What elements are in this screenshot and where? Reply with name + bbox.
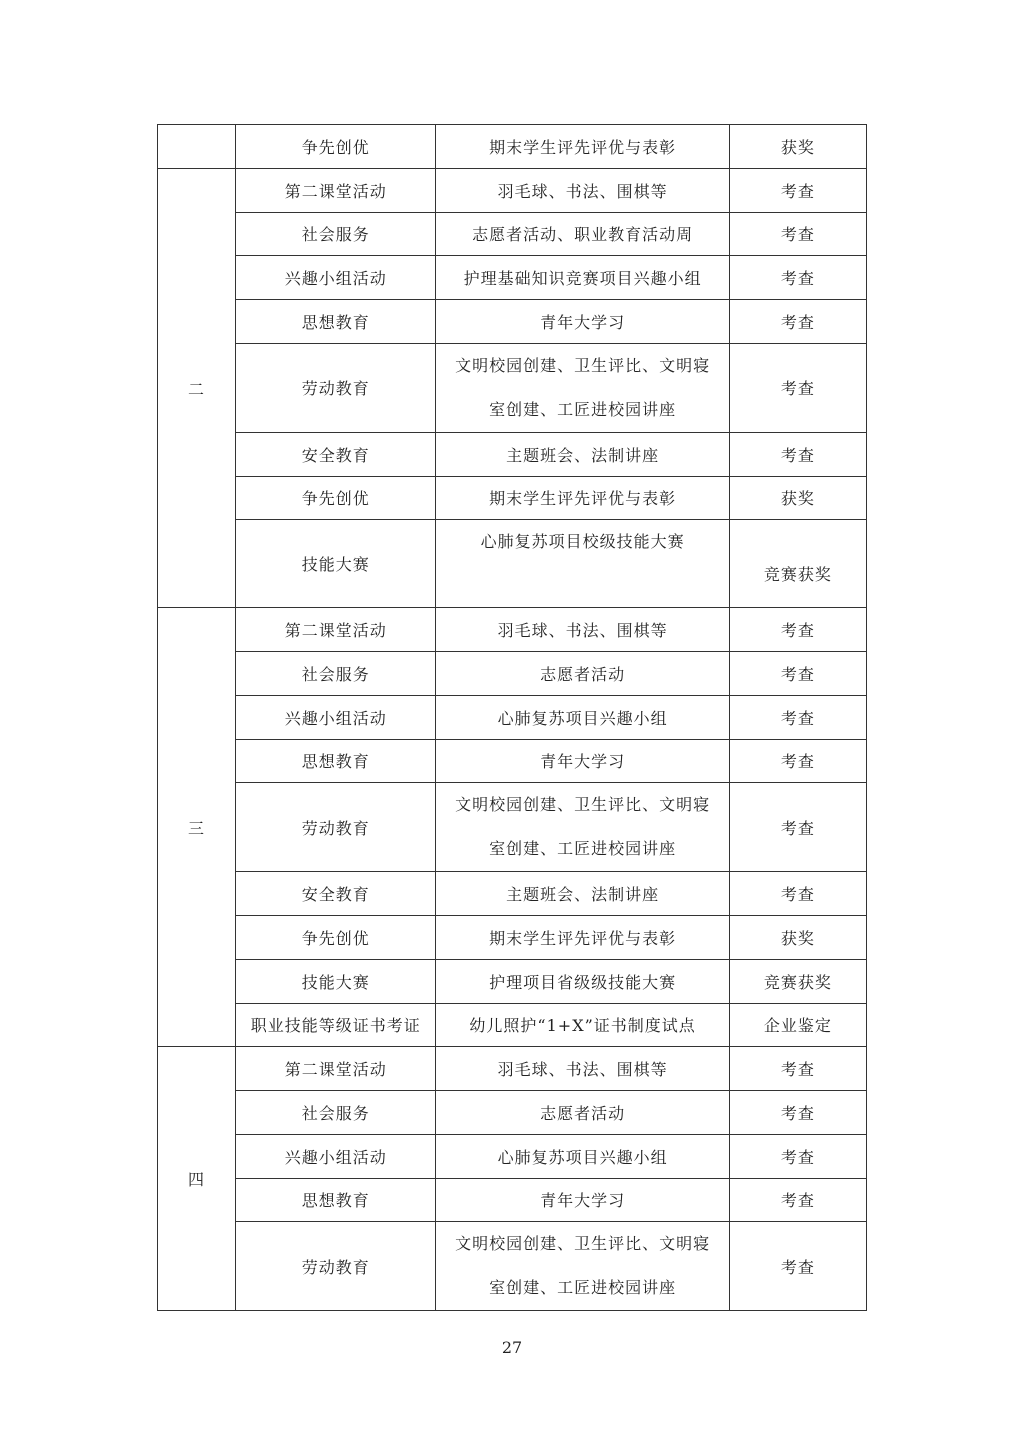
assessment-cell: 考查: [729, 1047, 866, 1091]
table-row: [158, 739, 867, 783]
content-line: 志愿者活动、职业教育活动周: [472, 225, 694, 245]
content-line: 志愿者活动: [540, 1103, 626, 1123]
content-cell: [436, 212, 729, 256]
table-row: [158, 476, 867, 520]
table-row: [158, 300, 867, 344]
content-cell: [436, 476, 729, 520]
content-line: 期末学生评先评优与表彰: [489, 137, 677, 157]
assessment-cell: 考查: [729, 256, 866, 300]
table-row: [158, 783, 867, 872]
table-row: [158, 916, 867, 960]
content-line: 青年大学习: [540, 312, 626, 332]
content-line: 护理基础知识竞赛项目兴趣小组: [463, 269, 702, 289]
table-row: [158, 520, 867, 608]
content-cell: [436, 916, 729, 960]
activity-cell: 社会服务: [236, 1091, 436, 1135]
content-line: 心肺复苏项目兴趣小组: [497, 708, 668, 728]
content-line: 青年大学习: [540, 752, 626, 772]
content-line: 幼儿照护“1+X”证书制度试点: [469, 1016, 696, 1036]
content-cell: [436, 125, 729, 169]
assessment-cell: 考查: [729, 343, 866, 432]
content-line: 羽毛球、书法、围棋等: [497, 181, 668, 201]
activity-table: [157, 124, 867, 1311]
content-cell: [436, 1003, 729, 1047]
content-line: 护理项目省级级技能大赛: [489, 972, 677, 992]
content-cell: [436, 739, 729, 783]
content-line: 文明校园创建、卫生评比、文明寝: [455, 1234, 711, 1254]
assessment-cell: 考查: [729, 212, 866, 256]
term-cell: 四: [158, 1047, 236, 1311]
assessment-cell: [729, 520, 866, 608]
activity-cell: 第二课堂活动: [236, 168, 436, 212]
content-cell: [436, 343, 729, 432]
table-row: [158, 652, 867, 696]
content-cell: [436, 432, 729, 476]
content-cell: [436, 1222, 729, 1311]
table-row: [158, 872, 867, 916]
activity-cell: 技能大赛: [236, 959, 436, 1003]
content-line: 心肺复苏项目兴趣小组: [497, 1147, 668, 1167]
content-cell: [436, 872, 729, 916]
page-number: 27: [501, 1338, 523, 1357]
content-cell: [436, 1178, 729, 1222]
assessment-cell: 考查: [729, 300, 866, 344]
content-line: 室创建、工匠进校园讲座: [489, 1278, 677, 1298]
activity-cell: 争先创优: [236, 476, 436, 520]
content-line: 期末学生评先评优与表彰: [489, 928, 677, 948]
content-line: 主题班会、法制讲座: [506, 885, 660, 905]
assessment-cell: 考查: [729, 432, 866, 476]
assessment-cell: 竞赛获奖: [729, 959, 866, 1003]
content-line: 心肺复苏项目校级技能大赛: [480, 532, 685, 552]
table-row: [158, 1134, 867, 1178]
assessment-cell: 考查: [729, 1178, 866, 1222]
activity-cell: 安全教育: [236, 872, 436, 916]
assessment-text: 竞赛获奖: [763, 565, 832, 585]
table-row: [158, 695, 867, 739]
table-row: [158, 343, 867, 432]
assessment-cell: 考查: [729, 783, 866, 872]
table-row: [158, 1047, 867, 1091]
content-cell: [436, 168, 729, 212]
content-cell: [436, 959, 729, 1003]
table-row: [158, 432, 867, 476]
activity-cell: 技能大赛: [236, 520, 436, 608]
activity-cell: 兴趣小组活动: [236, 256, 436, 300]
table-row: [158, 1003, 867, 1047]
assessment-cell: 考查: [729, 1091, 866, 1135]
table-row: [158, 608, 867, 652]
table-row: [158, 1222, 867, 1311]
content-cell: [436, 256, 729, 300]
activity-cell: 劳动教育: [236, 1222, 436, 1311]
activity-cell: 兴趣小组活动: [236, 1134, 436, 1178]
assessment-cell: 考查: [729, 872, 866, 916]
content-cell: [436, 652, 729, 696]
assessment-cell: 考查: [729, 652, 866, 696]
assessment-cell: 考查: [729, 1134, 866, 1178]
activity-cell: 兴趣小组活动: [236, 695, 436, 739]
content-cell: [436, 695, 729, 739]
table-row: [158, 125, 867, 169]
table-row: [158, 1178, 867, 1222]
content-line: 文明校园创建、卫生评比、文明寝: [455, 355, 711, 375]
table-row: [158, 1091, 867, 1135]
table-row: [158, 168, 867, 212]
activity-cell: 劳动教育: [236, 783, 436, 872]
activity-cell: 争先创优: [236, 916, 436, 960]
activity-cell: 第二课堂活动: [236, 1047, 436, 1091]
content-cell: [436, 783, 729, 872]
content-line: 期末学生评先评优与表彰: [489, 489, 677, 509]
assessment-cell: 获奖: [729, 125, 866, 169]
content-cell: [436, 1134, 729, 1178]
content-line: 室创建、工匠进校园讲座: [489, 399, 677, 419]
assessment-cell: 考查: [729, 608, 866, 652]
table-row: [158, 256, 867, 300]
content-cell: [436, 1047, 729, 1091]
content-cell: [436, 1091, 729, 1135]
activity-cell: 思想教育: [236, 739, 436, 783]
activity-cell: 第二课堂活动: [236, 608, 436, 652]
activity-cell: 安全教育: [236, 432, 436, 476]
content-line: 羽毛球、书法、围棋等: [497, 621, 668, 641]
assessment-cell: 考查: [729, 695, 866, 739]
term-cell: [158, 125, 236, 169]
activity-cell: 社会服务: [236, 652, 436, 696]
activity-cell: 争先创优: [236, 125, 436, 169]
assessment-cell: 考查: [729, 1222, 866, 1311]
term-cell: 三: [158, 608, 236, 1047]
content-line: 主题班会、法制讲座: [506, 445, 660, 465]
assessment-cell: 获奖: [729, 476, 866, 520]
activity-cell: 职业技能等级证书考证: [236, 1003, 436, 1047]
content-cell: [436, 520, 729, 608]
term-cell: 二: [158, 168, 236, 608]
assessment-cell: 获奖: [729, 916, 866, 960]
assessment-cell: 企业鉴定: [729, 1003, 866, 1047]
content-line: 羽毛球、书法、围棋等: [497, 1060, 668, 1080]
assessment-cell: 考查: [729, 168, 866, 212]
content-cell: [436, 300, 729, 344]
table-row: [158, 959, 867, 1003]
content-line: 文明校园创建、卫生评比、文明寝: [455, 795, 711, 815]
activity-cell: 劳动教育: [236, 343, 436, 432]
table-row: [158, 212, 867, 256]
assessment-cell: 考查: [729, 739, 866, 783]
content-cell: [436, 608, 729, 652]
activity-cell: 思想教育: [236, 1178, 436, 1222]
activity-cell: 社会服务: [236, 212, 436, 256]
content-line: 志愿者活动: [540, 664, 626, 684]
content-line: 青年大学习: [540, 1191, 626, 1211]
content-line: 室创建、工匠进校园讲座: [489, 839, 677, 859]
activity-cell: 思想教育: [236, 300, 436, 344]
